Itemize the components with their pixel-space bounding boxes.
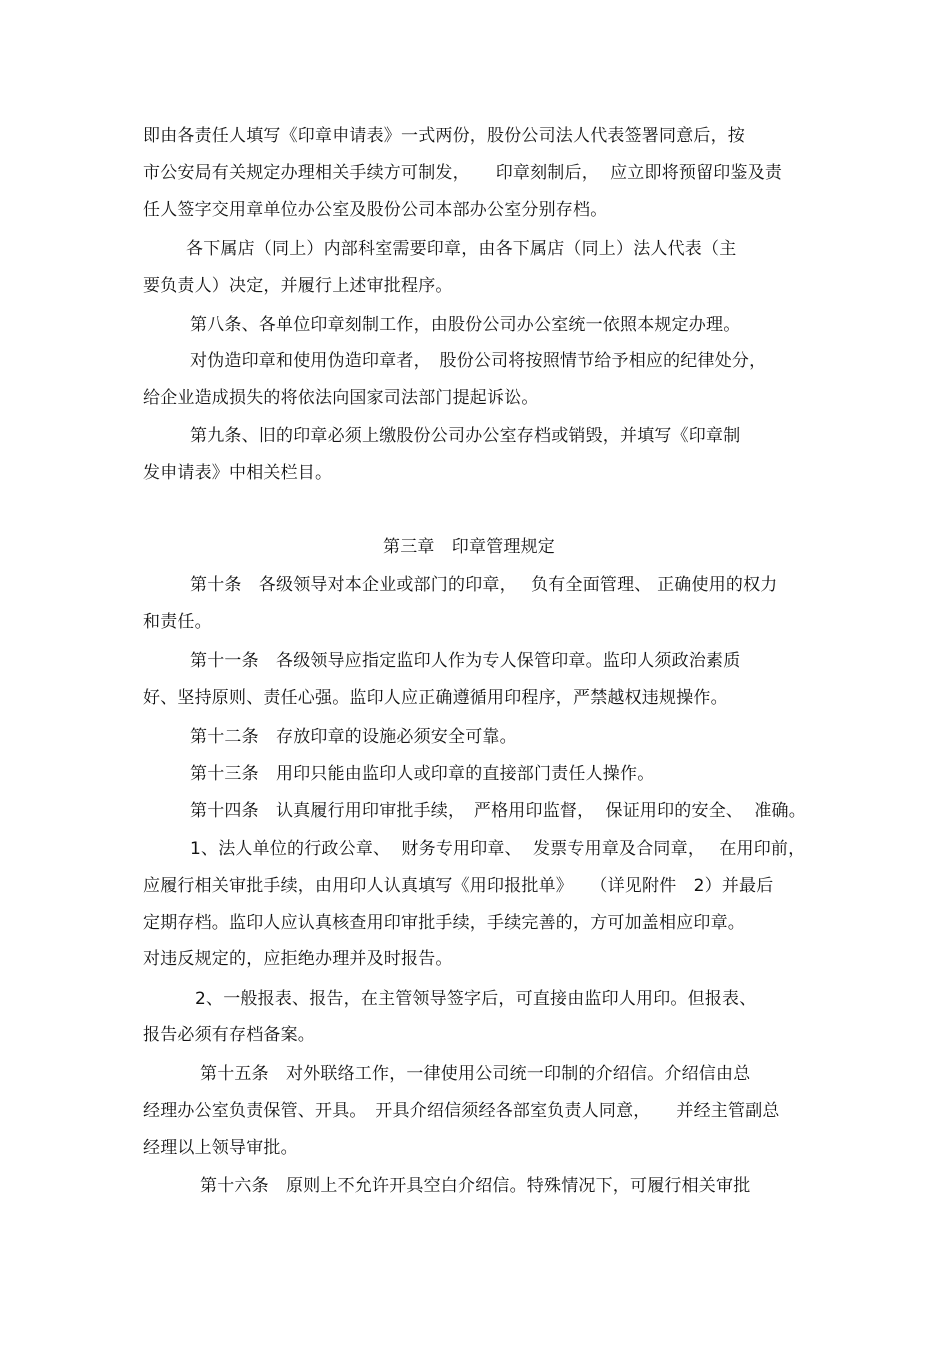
text-line: 第十五条 对外联络工作，一律使用公司统一印制的介绍信。介绍信由总 [200,1064,751,1084]
text-line: 第九条、旧的印章必须上缴股份公司办公室存档或销毁，并填写《印章制 [190,426,741,446]
text-line: 1、法人单位的行政公章、 财务专用印章、 发票专用章及合同章， 在用印前， [190,839,806,859]
text-line: 对伪造印章和使用伪造印章者， 股份公司将按照情节给予相应的纪律处分， [190,351,767,371]
text-line: 报告必须有存档备案。 [143,1025,315,1045]
text-line: 和责任。 [143,612,212,632]
text-line: 发申请表》中相关栏目。 [143,463,333,483]
text-line: 要负责人）决定，并履行上述审批程序。 [143,276,453,296]
text-line: 2、一般报表、报告，在主管领导签字后，可直接由监印人用印。但报表、 [195,989,757,1009]
text-line: 好、坚持原则、责任心强。监印人应正确遵循用印程序，严禁越权违规操作。 [143,688,728,708]
text-line: 第十四条 认真履行用印审批手续， 严格用印监督， 保证用印的安全、 准确。 [190,801,806,821]
text-line: 应履行相关审批手续，由用印人认真填写《用印报批单》 （详见附件 2）并最后 [143,876,774,896]
text-line: 对违反规定的，应拒绝办理并及时报告。 [143,949,453,969]
text-line: 经理以上领导审批。 [143,1138,298,1158]
text-line: 市公安局有关规定办理相关手续方可制发， 印章刻制后， 应立即将预留印鉴及责 [143,163,783,183]
text-line: 第十六条 原则上不允许开具空白介绍信。特殊情况下，可履行相关审批 [200,1176,751,1196]
text-line: 第十二条 存放印章的设施必须安全可靠。 [190,727,517,747]
text-line: 给企业造成损失的将依法向国家司法部门提起诉讼。 [143,388,539,408]
text-line: 定期存档。监印人应认真核查用印审批手续，手续完善的，方可加盖相应印章。 [143,913,745,933]
text-line: 第八条、各单位印章刻制工作，由股份公司办公室统一依照本规定办理。 [190,315,741,335]
text-line: 经理办公室负责保管、开具。 开具介绍信须经各部室负责人同意， 并经主管副总 [143,1101,780,1121]
text-line: 各下属店（同上）内部科室需要印章，由各下属店（同上）法人代表（主 [186,239,737,259]
text-line: 第十条 各级领导对本企业或部门的印章， 负有全面管理、 正确使用的权力 [190,575,778,595]
text-line: 即由各责任人填写《印章申请表》一式两份，股份公司法人代表签署同意后，按 [143,126,745,146]
chapter-heading: 第三章 印章管理规定 [383,537,555,557]
text-line: 第十一条 各级领导应指定监印人作为专人保管印章。监印人须政治素质 [190,651,741,671]
text-line: 第十三条 用印只能由监印人或印章的直接部门责任人操作。 [190,764,655,784]
text-line: 任人签字交用章单位办公室及股份公司本部办公室分别存档。 [143,200,608,220]
